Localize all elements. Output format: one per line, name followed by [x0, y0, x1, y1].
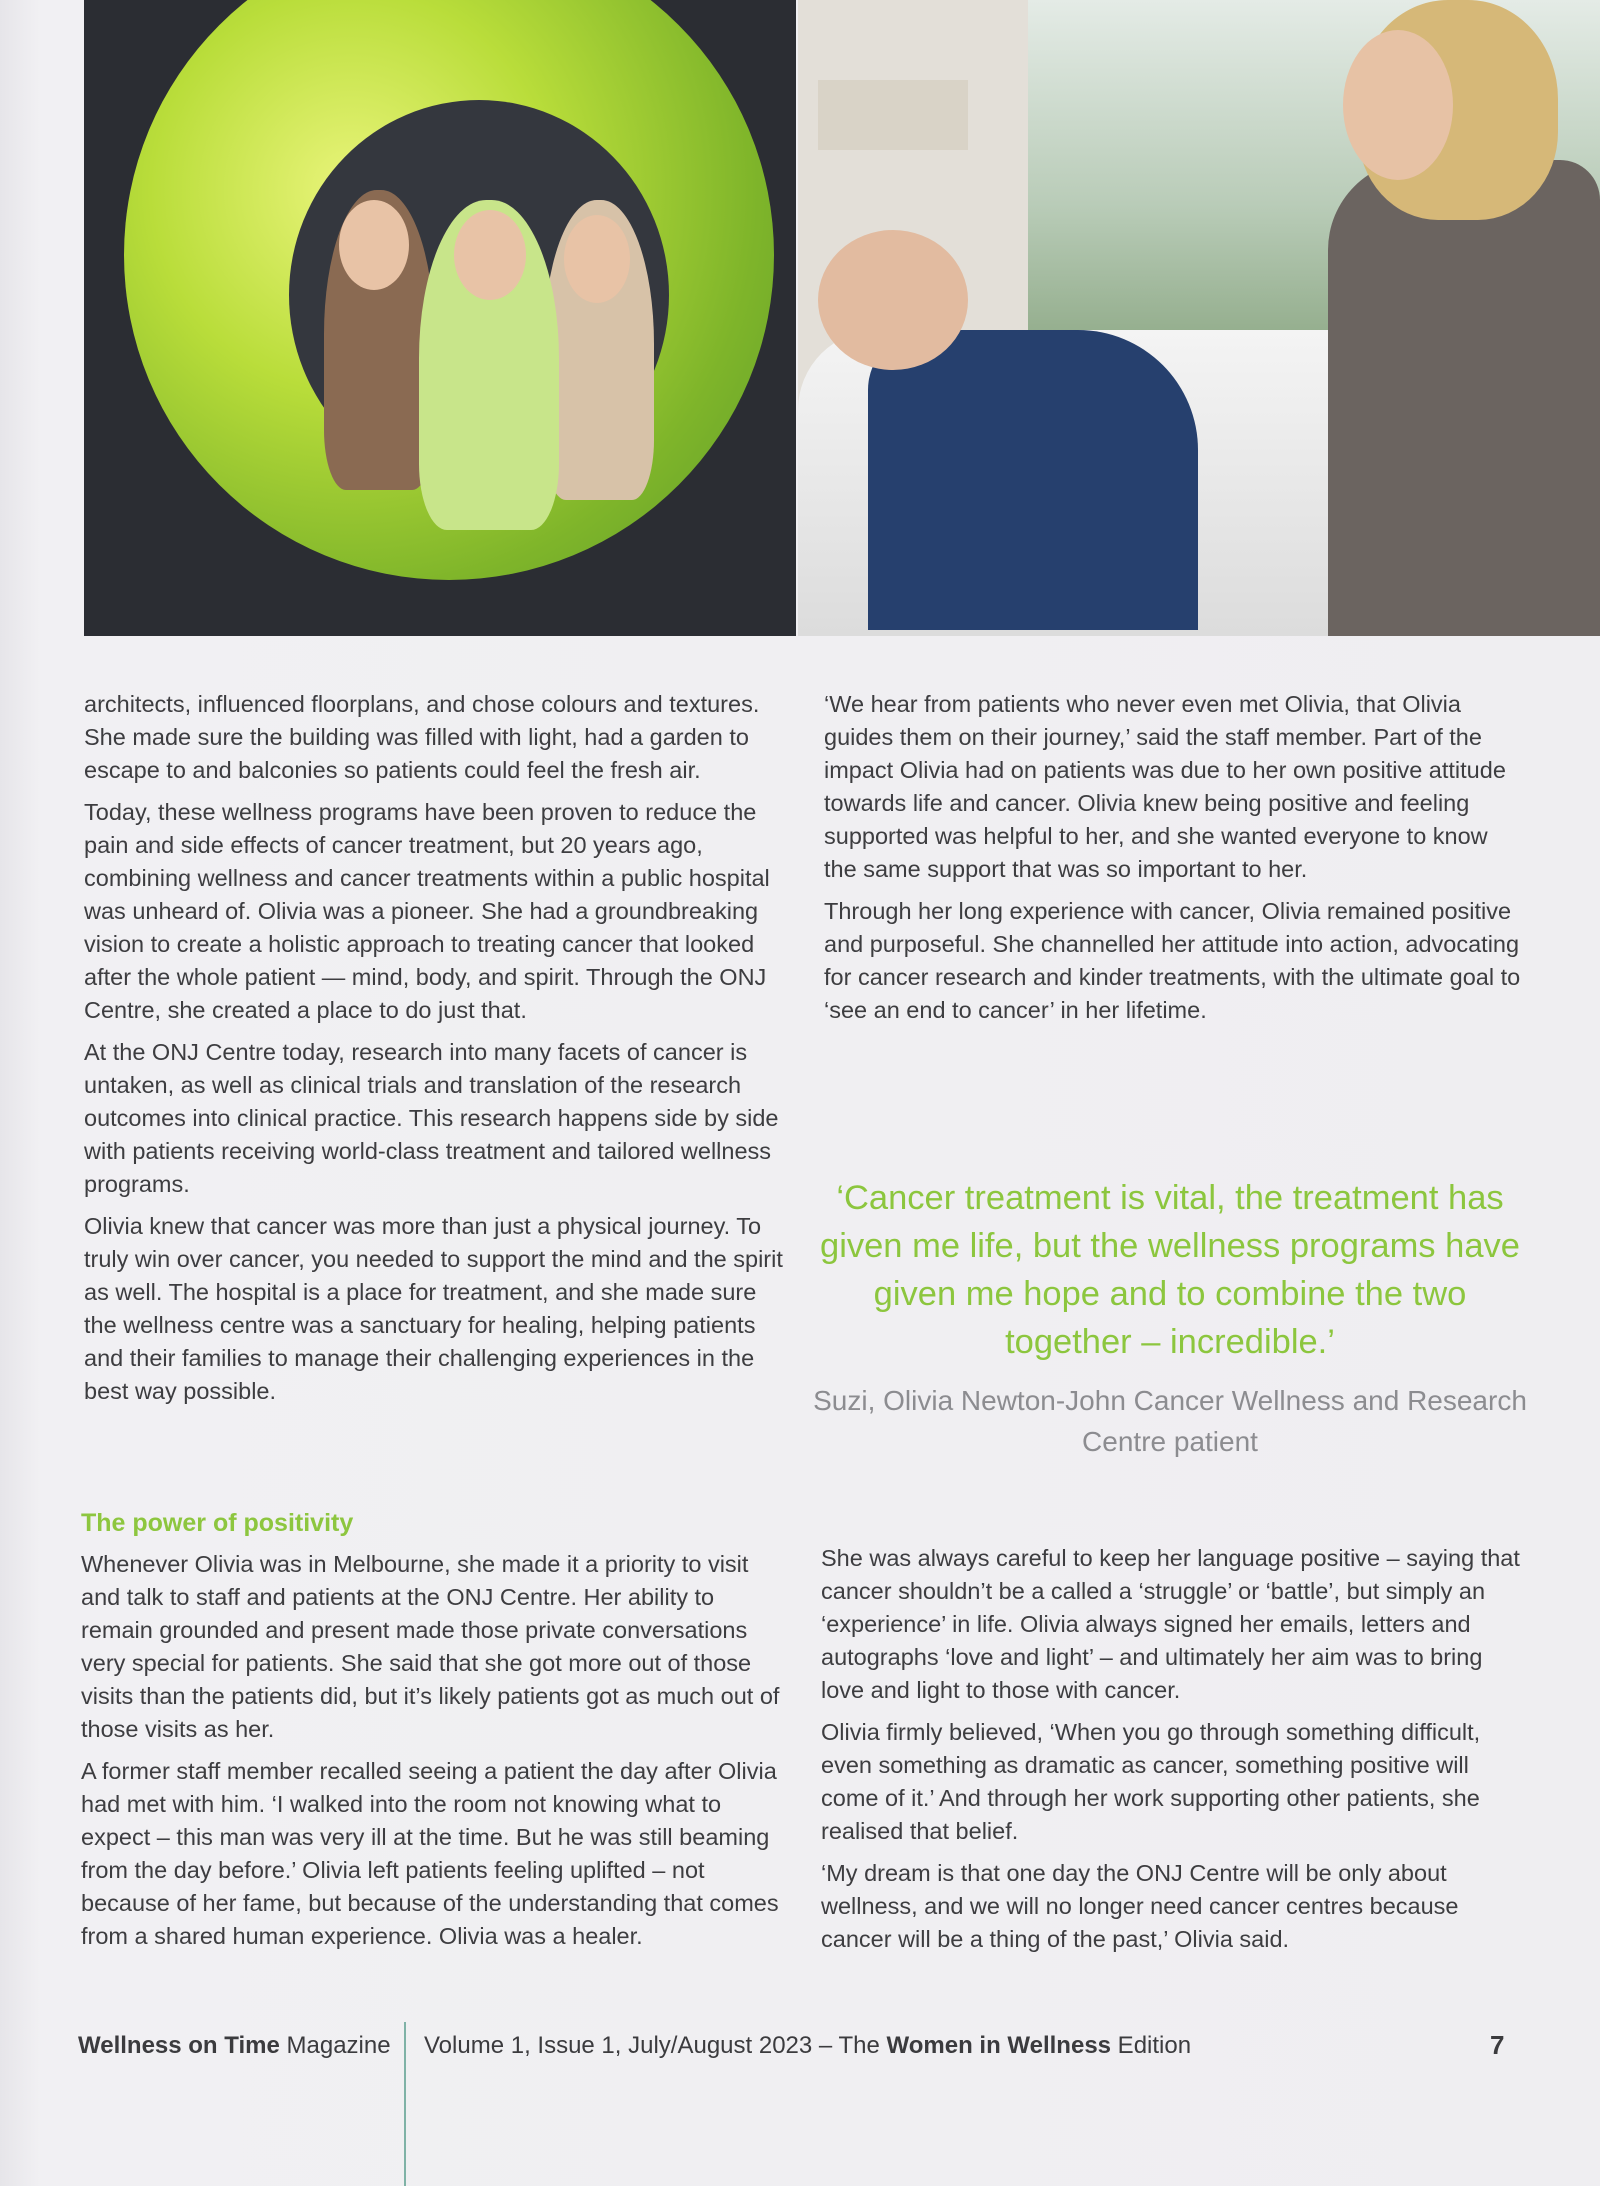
page-footer: [0, 2024, 1600, 2084]
right-column-bottom: [821, 1542, 1526, 1965]
paragraph: architects, influenced floorplans, and chose colours and textures. She made sure the building was filled with light, had a garden to escape to and balconies so patients could feel the fresh air.: [84, 691, 760, 783]
right-column-top: [824, 688, 1524, 1036]
pull-quote-text: ‘Cancer treatment is vital, the treatment has given me life, but the wellness programs have given me hope and to combine the two together – incredible.’: [820, 1179, 1520, 1361]
paragraph: Today, these wellness programs have been proven to reduce the pain and side effects of cancer treatment, but 20 years ago, combining wellness and cancer treatments within a public hospital was unheard of. Olivia was a pioneer. She had a groundbreaking vision to create a holistic approach to treating cancer that looked after the whole patient — mind, body, and spirit. Through the ONJ Centre, she created a place to do just that.: [84, 799, 770, 1023]
pull-quote: [810, 1174, 1530, 1462]
footer-divider: [404, 2022, 406, 2186]
photo-hospital-visit: [798, 0, 1600, 636]
paragraph: At the ONJ Centre today, research into many facets of cancer is untaken, as well as clinical trials and translation of the research outcomes into clinical practice. This research happens side by side with patients receiving world-class treatment and tailored wellness programs.: [84, 1039, 779, 1197]
paragraph: Whenever Olivia was in Melbourne, she made it a priority to visit and talk to staff and patients at the ONJ Centre. Her ability to remain grounded and present made those private conversations very special for patients. She said that she got more out of those visits than the patients did, but it’s likely patients got as much out of those visits as her.: [81, 1551, 780, 1742]
paragraph: Through her long experience with cancer, Olivia remained positive and purposeful. She channelled her attitude into action, advocating for cancer research and kinder treatments, with the ultimate goal to ‘see an end to cancer’ in her lifetime.: [824, 898, 1521, 1023]
magazine-name: Wellness on Time Magazine: [78, 2032, 391, 2059]
paragraph: ‘My dream is that one day the ONJ Centre will be only about wellness, and we will no longer need cancer centres because cancer will be a thing of the past,’ Olivia said.: [821, 1860, 1459, 1952]
paragraph: ‘We hear from patients who never even met Olivia, that Olivia guides them on their journey,’ said the staff member. Part of the impact Olivia had on patients was due to her own positive attitude towards life and cancer. Olivia knew being positive and feeling supported was helpful to her, and she wanted everyone to know the same support that was so important to her.: [824, 691, 1506, 882]
issue-info: Volume 1, Issue 1, July/August 2023 – The Women in Wellness Edition: [424, 2032, 1192, 2059]
paragraph: She was always careful to keep her language positive – saying that cancer shouldn’t be a called a ‘struggle’ or ‘battle’, but simply an ‘experience’ in life. Olivia always signed her emails, letters and autographs ‘love and light’ – and ultimately her aim was to bring love and light to those with cancer.: [821, 1545, 1520, 1703]
paragraph: A former staff member recalled seeing a patient the day after Olivia had met with him. ‘I walked into the room not knowing what to expect – this man was very ill at the time. But he was still beaming from the day before.’ Olivia left patients feeling uplifted – not because of her fame, but because of the understanding that comes from a shared human experience. Olivia was a healer.: [81, 1758, 779, 1949]
paragraph: Olivia firmly believed, ‘When you go through something difficult, even something as dramatic as cancer, something positive will come of it.’ And through her work supporting other patients, she realised that belief.: [821, 1719, 1481, 1844]
left-column-bottom: [81, 1506, 781, 1962]
photo-women-green-frame: [84, 0, 796, 636]
section-heading: The power of positivity: [81, 1509, 354, 1537]
page-number: 7: [1490, 2030, 1505, 2060]
paragraph: Olivia knew that cancer was more than just a physical journey. To truly win over cancer, you needed to support the mind and the spirit as well. The hospital is a place for treatment, and she made sure the wellness centre was a sanctuary for healing, helping patients and their families to manage their challenging experiences in the best way possible.: [84, 1213, 783, 1404]
left-column-top: [84, 688, 784, 1417]
pull-quote-attribution: Suzi, Olivia Newton-John Cancer Wellness and Research Centre patient: [813, 1385, 1527, 1457]
